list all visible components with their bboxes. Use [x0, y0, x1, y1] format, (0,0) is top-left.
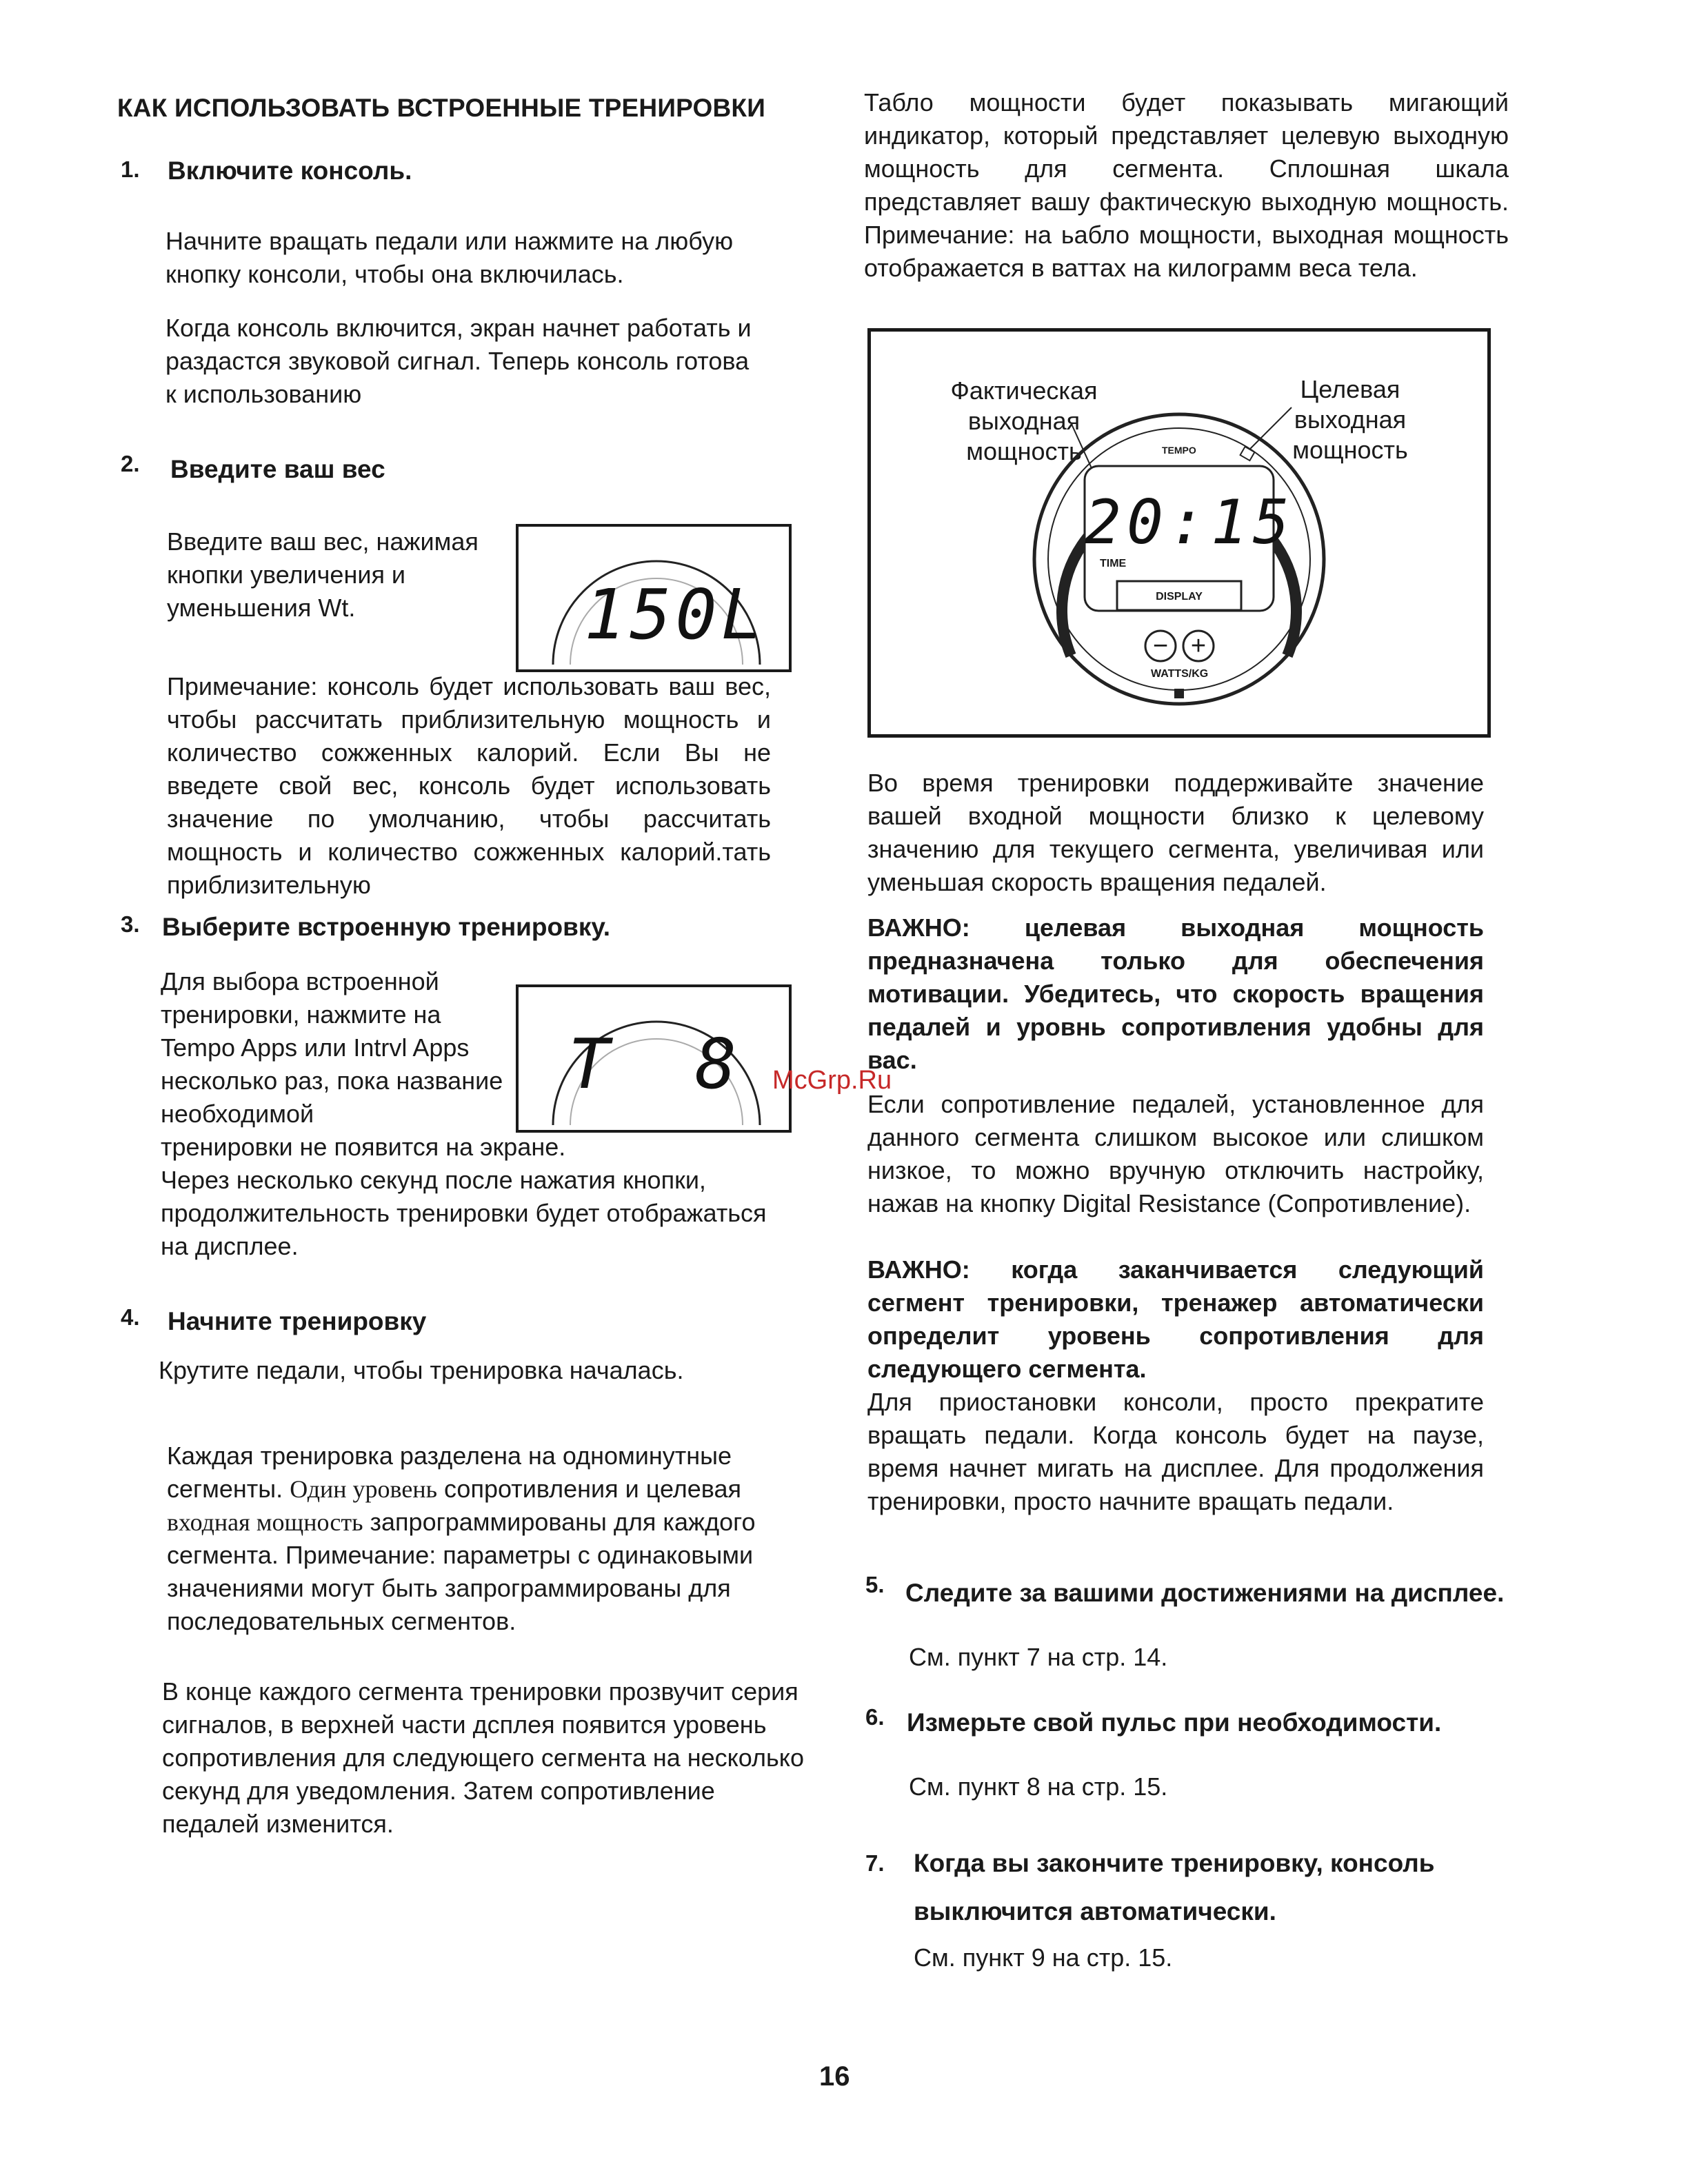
- step-5-number: 5.: [865, 1572, 885, 1597]
- dial-tempo-label: TEMPO: [1162, 445, 1196, 456]
- step-2-number: 2.: [121, 451, 140, 476]
- dial-wattskg-label: WATTS/KG: [1151, 668, 1209, 680]
- step-4-paragraph-2c: сопротивления и целевая: [444, 1475, 742, 1503]
- workout-lcd-display: [516, 984, 792, 1133]
- right-paragraph-4: Для приостановки консоли, просто прекратите вращать педали. Когда консоль будет на паузе, время начнет мигать на дисплее. Для продолжения тренировки, просто начните вращать педали.: [867, 1388, 1484, 1515]
- watermark: McGrp.Ru: [772, 1066, 892, 1095]
- step-7-number: 7.: [865, 1850, 885, 1876]
- workout-lcd-number: 8: [695, 1024, 741, 1104]
- step-2-paragraph-1: Введите ваш вес, нажимая кнопки увеличения и уменьшения Wt.: [167, 527, 479, 622]
- step-7-title-line-2: выключится автоматически.: [914, 1897, 1276, 1925]
- weight-lcd-value: 150L: [584, 574, 767, 655]
- label-target-power-line-3: мощность: [1292, 436, 1408, 464]
- dial-time-label: TIME: [1100, 558, 1127, 569]
- step-1-number: 1.: [121, 156, 140, 182]
- weight-lcd-display: [516, 524, 792, 672]
- step-1-paragraph-2: Когда консоль включится, экран начнет работать и раздастся звуковой сигнал. Теперь консоль готова к использованию: [165, 314, 752, 408]
- step-4-paragraph-2d: входная мощность: [167, 1508, 363, 1536]
- important-note-2: ВАЖНО: когда заканчивается следующий сегмент тренировки, тренажер автоматически определит уровень сопротивления для следующего сегмента.: [867, 1255, 1484, 1383]
- step-4-paragraph-1: Крутите педали, чтобы тренировка началась.: [159, 1356, 684, 1384]
- step-6-number: 6.: [865, 1704, 885, 1730]
- step-3-paragraph-2: Через несколько секунд после нажатия кнопки, продолжительность тренировки будет отображаться на дисплее.: [161, 1166, 767, 1260]
- workout-lcd-arc: [519, 987, 789, 1130]
- step-4-title: Начните тренировку: [168, 1307, 427, 1335]
- step-4-paragraph-2b: Один уровень: [290, 1475, 438, 1503]
- plus-button-label: +: [1190, 631, 1207, 660]
- step-7-reference: См. пункт 9 на стр. 15.: [914, 1943, 1173, 1972]
- display-button-label: DISPLAY: [1156, 591, 1203, 603]
- label-target-power-line-1: Целевая: [1300, 375, 1400, 403]
- step-4-paragraph-2: [167, 1439, 825, 1638]
- page-title: КАК ИСПОЛЬЗОВАТЬ ВСТРОЕННЫЕ ТРЕНИРОВКИ: [117, 94, 765, 122]
- dial-time-value: 20:15: [1085, 487, 1295, 558]
- step-4-paragraph-2a: Каждая тренировка разделена на одноминутные сегменты.: [167, 1442, 732, 1503]
- step-3-title: Выберите встроенную тренировку.: [162, 913, 610, 941]
- bottom-marker: [1174, 689, 1184, 698]
- target-marker: [1240, 447, 1255, 461]
- step-3-number: 3.: [121, 911, 140, 937]
- page-number: 16: [819, 2061, 850, 2092]
- label-actual-power-line-2: мощность: [966, 437, 1082, 465]
- step-6-title: Измерьте свой пульс при необходимости.: [907, 1708, 1442, 1737]
- right-paragraph-2: Во время тренировки поддерживайте значение вашей входной мощности близко к целевому значению для текущего сегмента, увеличивая или уменьшая скорость вращения педалей.: [867, 769, 1484, 896]
- right-paragraph-1: Табло мощности будет показывать мигающий индикатор, который представляет целевую выходную мощность для сегмента. Сплошная шкала представляет вашу фактическую выходную мощность. Примечание: на ьабло мощности, выходная мощность отображается в ваттах на килограмм веса тела.: [864, 88, 1509, 282]
- power-display-figure: [867, 328, 1491, 738]
- step-5-reference: См. пункт 7 на стр. 14.: [909, 1643, 1168, 1671]
- step-4-number: 4.: [121, 1304, 140, 1330]
- step-4-paragraph-3: В конце каждого сегмента тренировки прозвучит серия сигналов, в верхней части дсплея появится уровень сопротивления для следующего сегмента на несколько секунд для уведомления. Затем сопротивление педалей изменится.: [162, 1677, 804, 1838]
- label-actual-power-line-1: Фактическая выходная: [950, 376, 1098, 435]
- workout-lcd-letter: T: [568, 1024, 614, 1104]
- step-5-title: Следите за вашими достижениями на дисплее.: [905, 1579, 1505, 1607]
- step-2-note: Примечание: консоль будет использовать ваш вес, чтобы рассчитать приблизительную мощность и количество сожженных калорий. Если Вы не введете свой вес, консоль будет использовать значение по умолчанию, чтобы рассчитать мощность и количество сожженных калорий.тать приблизительную: [167, 672, 771, 899]
- label-target-power-line-2: выходная: [1294, 405, 1407, 434]
- important-note-1: ВАЖНО: целевая выходная мощность предназначена только для обеспечения мотивации. Убедитесь, что скорость вращения педалей и уровнь сопротивления удобны для вас.: [867, 913, 1484, 1074]
- step-1-title: Включите консоль.: [168, 156, 412, 185]
- right-paragraph-3: Если сопротивление педалей, установленное для данного сегмента слишком высокое или слишком низкое, то можно вручную отключить настройку, нажав на кнопку Digital Resistance (Сопротивление).: [867, 1090, 1484, 1217]
- step-6-reference: См. пункт 8 на стр. 15.: [909, 1772, 1168, 1801]
- step-3-paragraph-1b: тренировки не появится на экране.: [161, 1133, 566, 1161]
- minus-button-label: −: [1152, 631, 1169, 660]
- step-4-paragraph-2e: запрограммированы для каждого сегмента. Примечание: параметры с одинаковыми значениями могут быть запрограммированы для последовательных сегментов.: [167, 1508, 756, 1635]
- step-7-title-line-1: Когда вы закончите тренировку, консоль: [914, 1849, 1435, 1877]
- step-3-paragraph-1: Для выбора встроенной тренировки, нажмите на Tempo Apps или Intrvl Apps несколько раз, пока название необходимой: [161, 967, 503, 1128]
- step-1-paragraph-1: Начните вращать педали или нажмите на любую кнопку консоли, чтобы она включилась.: [165, 227, 734, 288]
- step-2-title: Введите ваш вес: [170, 455, 385, 483]
